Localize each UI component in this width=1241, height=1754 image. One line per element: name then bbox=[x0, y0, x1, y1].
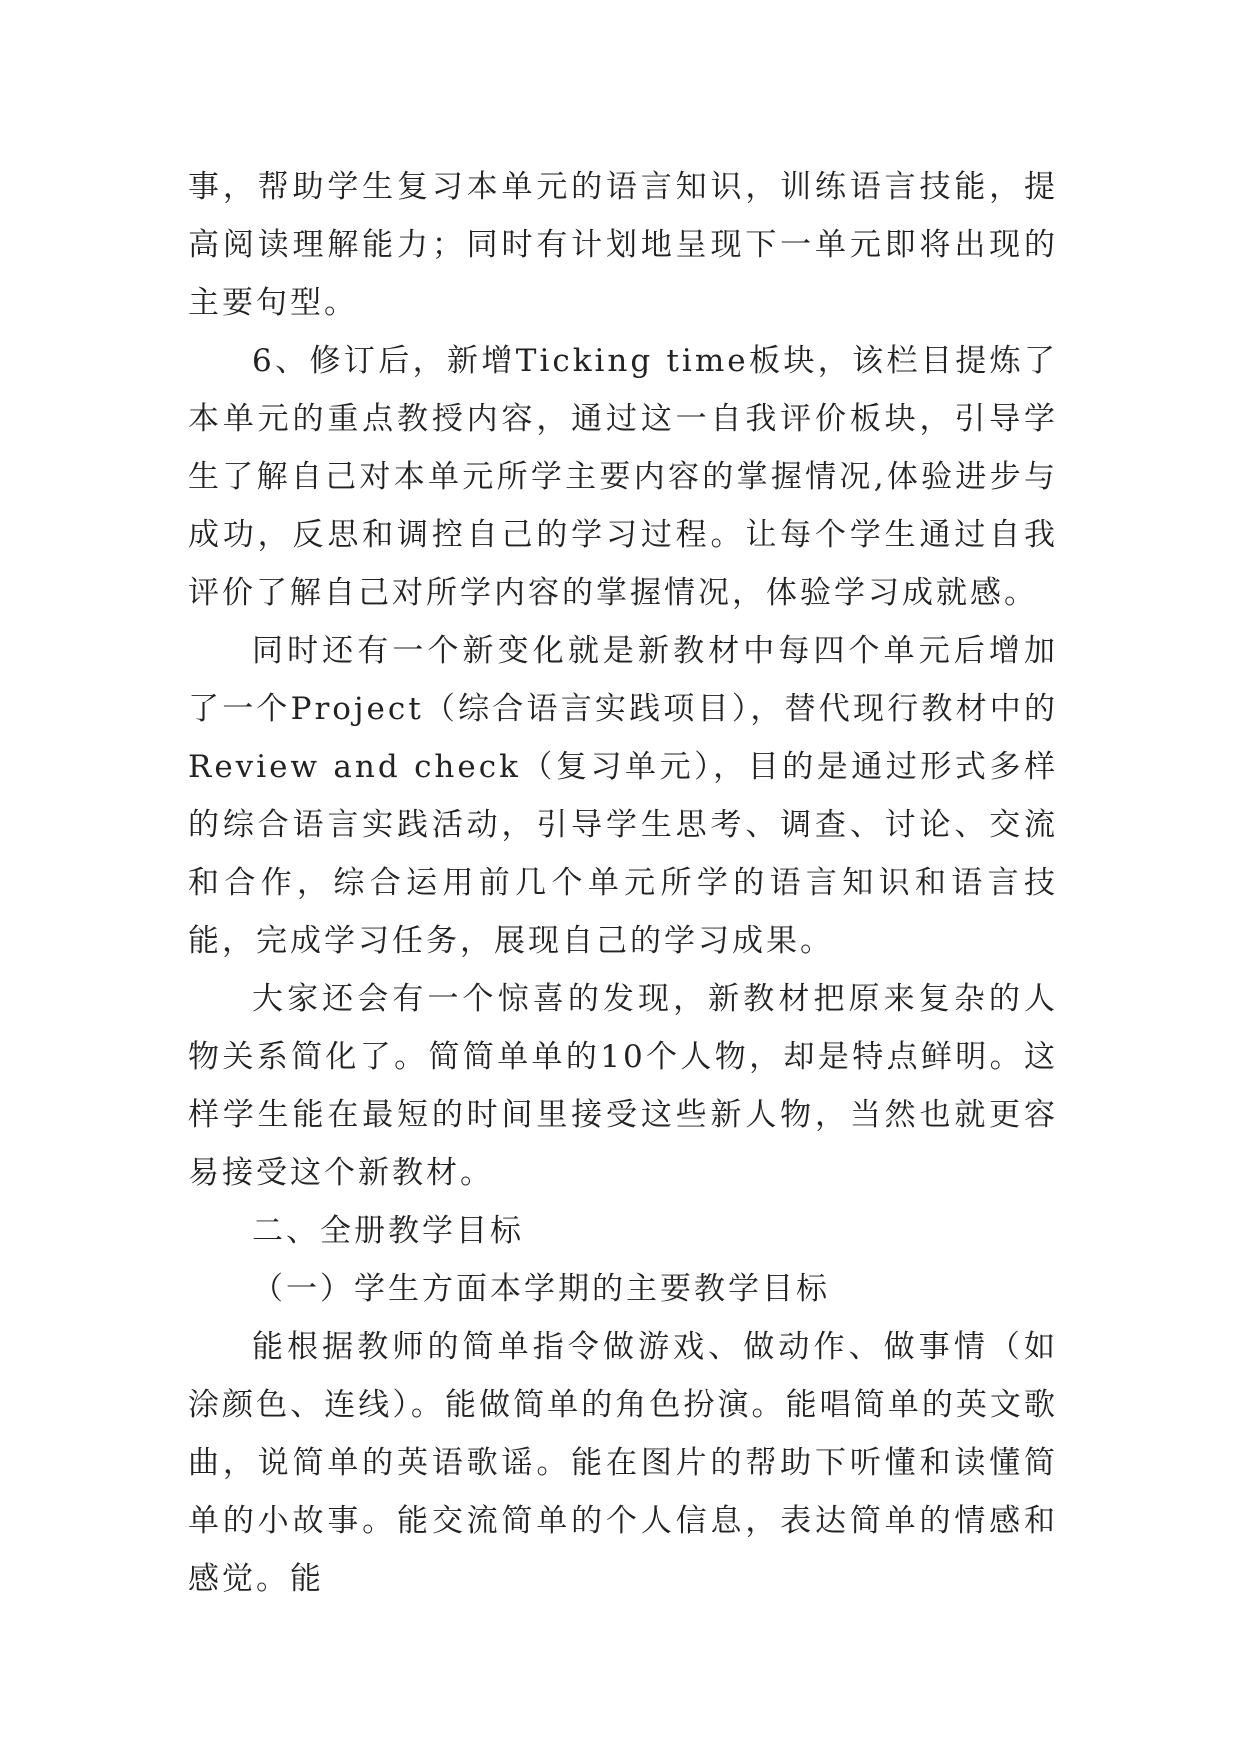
subsection-heading: （一）学生方面本学期的主要教学目标 bbox=[252, 1271, 830, 1307]
paragraph-continuation: 事，帮助学生复习本单元的语言知识，训练语言技能，提高阅读理解能力；同时有计划地呈现下一单元即将出现的主要句型。 bbox=[188, 169, 1058, 321]
paragraph-ticking-time: 6、修订后，新增Ticking time板块，该栏目提炼了本单元的重点教授内容，通过这一自我评价板块，引导学生了解自己对本单元所学主要内容的掌握情况,体验进步与成功，反思和调控自己的学习过程。让每个学生通过自我评价了解自己对所学内容的掌握情况，体验学习成就感。 bbox=[188, 343, 1058, 611]
paragraph-project: 同时还有一个新变化就是新教材中每四个单元后增加了一个Project（综合语言实践项目），替代现行教材中的Review and check（复习单元），目的是通过形式多样的综合语言实践活动，引导学生思考、调查、讨论、交流和合作，综合运用前几个单元所学的语言知识和语言技能，完成学习任务，展现自己的学习成果。 bbox=[188, 633, 1058, 959]
paragraph-objectives: 能根据教师的简单指令做游戏、做动作、做事情（如涂颜色、连线）。能做简单的角色扮演。能唱简单的英文歌曲，说简单的英语歌谣。能在图片的帮助下听懂和读懂简单的小故事。能交流简单的个人信息，表达简单的情感和感觉。能 bbox=[188, 1329, 1058, 1597]
paragraph-characters: 大家还会有一个惊喜的发现，新教材把原来复杂的人物关系简化了。简简单单的10个人物，却是特点鲜明。这样学生能在最短的时间里接受这些新人物，当然也就更容易接受这个新教材。 bbox=[188, 981, 1058, 1191]
document-body bbox=[188, 158, 1058, 1608]
section-heading: 二、全册教学目标 bbox=[252, 1213, 524, 1249]
